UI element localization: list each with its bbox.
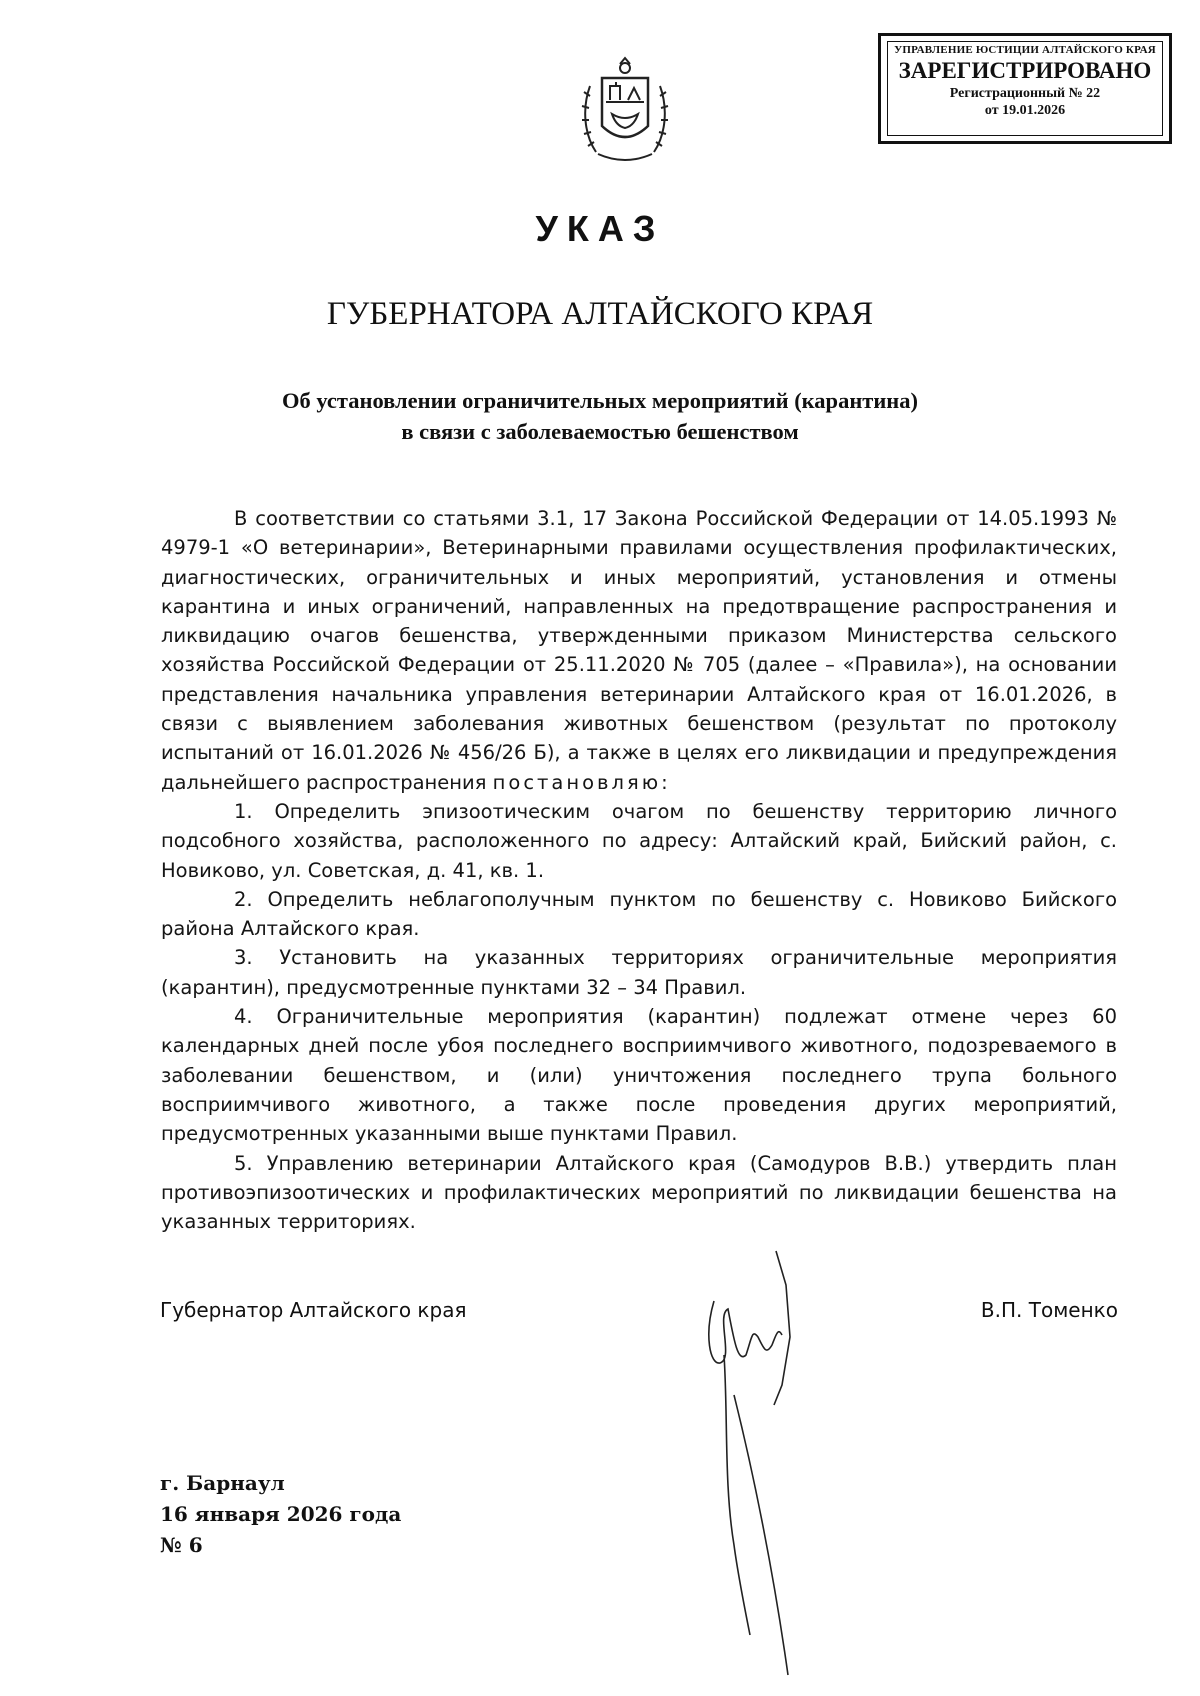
signatory-name: В.П. Томенко [980, 1298, 1118, 1322]
registration-stamp [878, 33, 1172, 144]
stamp-status: ЗАРЕГИСТРИРОВАНО [898, 58, 1152, 83]
stamp-registration-number: Регистрационный № 22 [949, 86, 1101, 101]
decree-subject [200, 385, 1000, 447]
issuing-authority: ГУБЕРНАТОРА АЛТАЙСКОГО КРАЯ [326, 296, 874, 332]
handwritten-signature-icon [694, 1245, 874, 1685]
decree-date: 16 января 2026 года [160, 1502, 402, 1526]
document-type-title: УКАЗ [535, 208, 665, 249]
decree-item-2: 2. Определить неблагополучным пунктом по бешенству с. Новиково Бийского района Алтайского края. [161, 887, 1117, 941]
decree-city: г. Барнаул [160, 1471, 285, 1495]
preamble-paragraph [161, 504, 1117, 797]
decree-number: № 6 [160, 1533, 203, 1557]
stamp-registration-date: от 19.01.2026 [984, 103, 1066, 118]
stamp-organization: УПРАВЛЕНИЕ ЮСТИЦИИ АЛТАЙСКОГО КРАЯ [894, 44, 1156, 56]
decree-word: постановляю: [492, 770, 671, 794]
subject-line-2: в связи с заболеваемостью бешенством [401, 419, 799, 444]
preamble-text: В соответствии со статьями 3.1, 17 Закона Российской Федерации от 14.05.1993 № 4979-1 «О ветеринарии», Ветеринарными правилами осуществления профилактических, диагностических, ограничительных и иных мероприятий, установления и отмены карантина и иных ограничений, направленных на предотвращение распространения и ликвидацию очагов бешенства, утвержденными приказом Министерства сельского хозяйства Российской Федерации от 25.11.2020 № 705 (далее – «Правила»), на основании представления начальника управления ветеринарии Алтайского края от 16.01.2026, в связи с выявлением заболевания животных бешенством (результат по протоколу испытаний от 16.01.2026 № 456/26 Б), а также в целях его ликвидации и предупреждения дальнейшего распространения [161, 507, 1117, 794]
decree-place-date [160, 1468, 401, 1561]
signatory-title: Губернатор Алтайского края [160, 1298, 467, 1322]
decree-item-4: 4. Ограничительные мероприятия (карантин) подлежат отмене через 60 календарных дней после убоя последнего восприимчивого животного, подозреваемого в заболевании бешенством, и (или) уничтожения последнего трупа больного восприимчивого животного, а также после проведения других мероприятий, предусмотренных указанными выше пунктами Правил. [161, 1005, 1117, 1146]
decree-item-1: 1. Определить эпизоотическим очагом по бешенству территорию личного подсобного хозяйства, расположенного по адресу: Алтайский край, Бийский район, с. Новиково, ул. Советская, д. 41, кв. 1. [161, 799, 1117, 882]
decree-item-5: 5. Управлению ветеринарии Алтайского края (Самодуров В.В.) утвердить план противоэпизоотических и профилактических мероприятий по ликвидации бешенства на указанных территориях. [161, 1151, 1117, 1234]
decree-body [161, 504, 1117, 1236]
decree-item-3: 3. Установить на указанных территориях ограничительные мероприятия (карантин), предусмотренные пунктами 32 – 34 Правил. [161, 946, 1117, 999]
subject-line-1: Об установлении ограничительных мероприятий (карантина) [281, 388, 919, 413]
coat-of-arms-icon [580, 56, 670, 172]
